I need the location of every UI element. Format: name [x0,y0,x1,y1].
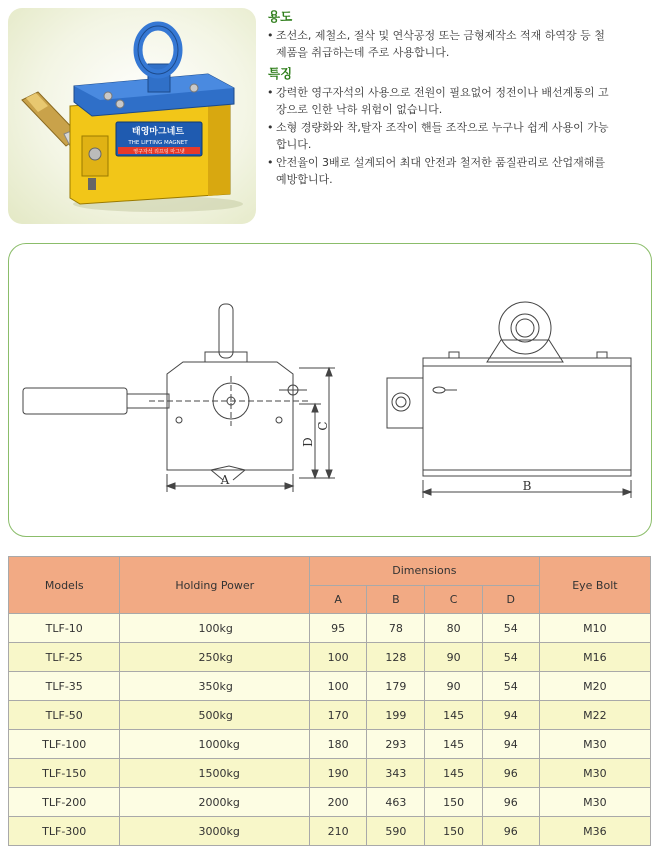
cell-a: 210 [309,817,366,846]
cell-a: 180 [309,730,366,759]
feature-bullet [262,154,662,188]
dim-label-d: D [301,437,315,447]
feature-line: • 안전율이 3배로 설계되어 최대 안전과 철저한 품질관리로 산업재해를 [276,156,606,169]
feature-bullet [262,84,662,118]
feature-line: 장으로 인한 낙하 위험이 없습니다. [276,103,443,116]
table-row [9,730,651,759]
feature-line: • 소형 경량화와 착,탈자 조작이 핸들 조작으로 누구나 쉽게 사용이 가능 [276,121,609,134]
cell-b: 199 [367,701,425,730]
cell-d: 94 [482,730,539,759]
table-row [9,614,651,643]
cell-bolt: M36 [539,817,650,846]
usage-title: 용도 [268,9,293,24]
front-view [387,302,631,498]
table-row [9,672,651,701]
cell-a: 200 [309,788,366,817]
dim-label-c: C [316,421,330,431]
table-row [9,817,651,846]
side-view [23,304,335,492]
cell-d: 54 [482,643,539,672]
cell-bolt: M16 [539,643,650,672]
cell-c: 90 [425,643,482,672]
cell-bolt: M20 [539,672,650,701]
header-dim-c: C [425,585,482,614]
feature-bullet [262,119,662,153]
cell-a: 100 [309,643,366,672]
cell-d: 96 [482,817,539,846]
cell-c: 145 [425,730,482,759]
drawing-svg [9,244,651,536]
header-dim-d: D [482,585,539,614]
cell-power: 1000kg [120,730,310,759]
cell-model: TLF-300 [9,817,120,846]
cell-a: 95 [309,614,366,643]
cell-power: 3000kg [120,817,310,846]
feature-line: 예방합니다. [276,173,333,186]
cell-c: 145 [425,759,482,788]
header-eye-bolt: Eye Bolt [539,557,650,614]
table-row [9,643,651,672]
cell-power: 2000kg [120,788,310,817]
cell-bolt: M30 [539,730,650,759]
table-row [9,788,651,817]
cell-d: 54 [482,672,539,701]
cell-bolt: M30 [539,759,650,788]
dim-label-a: A [220,473,230,487]
lifting-magnet-illustration [8,8,256,224]
usage-line: • 조선소, 제철소, 절삭 및 연삭공정 또는 금형제작소 적재 하역장 등 철 [276,29,605,42]
header-dim-a: A [309,585,366,614]
cell-c: 150 [425,788,482,817]
cell-model: TLF-10 [9,614,120,643]
features-title: 특징 [268,66,293,81]
cell-d: 96 [482,788,539,817]
cell-model: TLF-150 [9,759,120,788]
feature-line: 합니다. [276,138,312,151]
cell-d: 94 [482,701,539,730]
usage-line: 제품을 취급하는데 주로 사용합니다. [276,46,450,59]
feature-line: • 강력한 영구자석의 사용으로 전원이 필요없어 정전이나 배선계통의 고 [276,86,609,99]
cell-model: TLF-100 [9,730,120,759]
cell-c: 150 [425,817,482,846]
spec-table [8,556,651,846]
cell-power: 500kg [120,701,310,730]
cell-model: TLF-25 [9,643,120,672]
cell-bolt: M22 [539,701,650,730]
cell-d: 96 [482,759,539,788]
cell-d: 54 [482,614,539,643]
header-dimensions: Dimensions [309,557,539,586]
cell-power: 1500kg [120,759,310,788]
cell-a: 170 [309,701,366,730]
product-photo [8,8,256,224]
spec-table-wrapper [8,556,651,846]
cell-b: 463 [367,788,425,817]
brand-strip-label: 영구자석 리프팅 마그넷 [133,149,185,155]
cell-model: TLF-200 [9,788,120,817]
table-row [9,701,651,730]
cell-b: 179 [367,672,425,701]
cell-c: 90 [425,672,482,701]
cell-c: 80 [425,614,482,643]
cell-b: 293 [367,730,425,759]
usage-bullet [262,27,662,61]
cell-power: 350kg [120,672,310,701]
cell-c: 145 [425,701,482,730]
cell-b: 78 [367,614,425,643]
technical-drawing [8,243,652,537]
dim-label-b: B [522,479,532,493]
cell-a: 100 [309,672,366,701]
cell-b: 343 [367,759,425,788]
cell-power: 250kg [120,643,310,672]
cell-model: TLF-50 [9,701,120,730]
header-dim-b: B [367,585,425,614]
header-models: Models [9,557,120,614]
info-section [262,8,662,189]
cell-b: 128 [367,643,425,672]
cell-power: 100kg [120,614,310,643]
brand-label: 태영마그네트 [131,127,185,137]
cell-b: 590 [367,817,425,846]
cell-bolt: M10 [539,614,650,643]
header-holding-power: Holding Power [120,557,310,614]
cell-bolt: M30 [539,788,650,817]
brand-sub-label: THE LIFTING MAGNET [128,140,188,146]
cell-model: TLF-35 [9,672,120,701]
table-row [9,759,651,788]
cell-a: 190 [309,759,366,788]
